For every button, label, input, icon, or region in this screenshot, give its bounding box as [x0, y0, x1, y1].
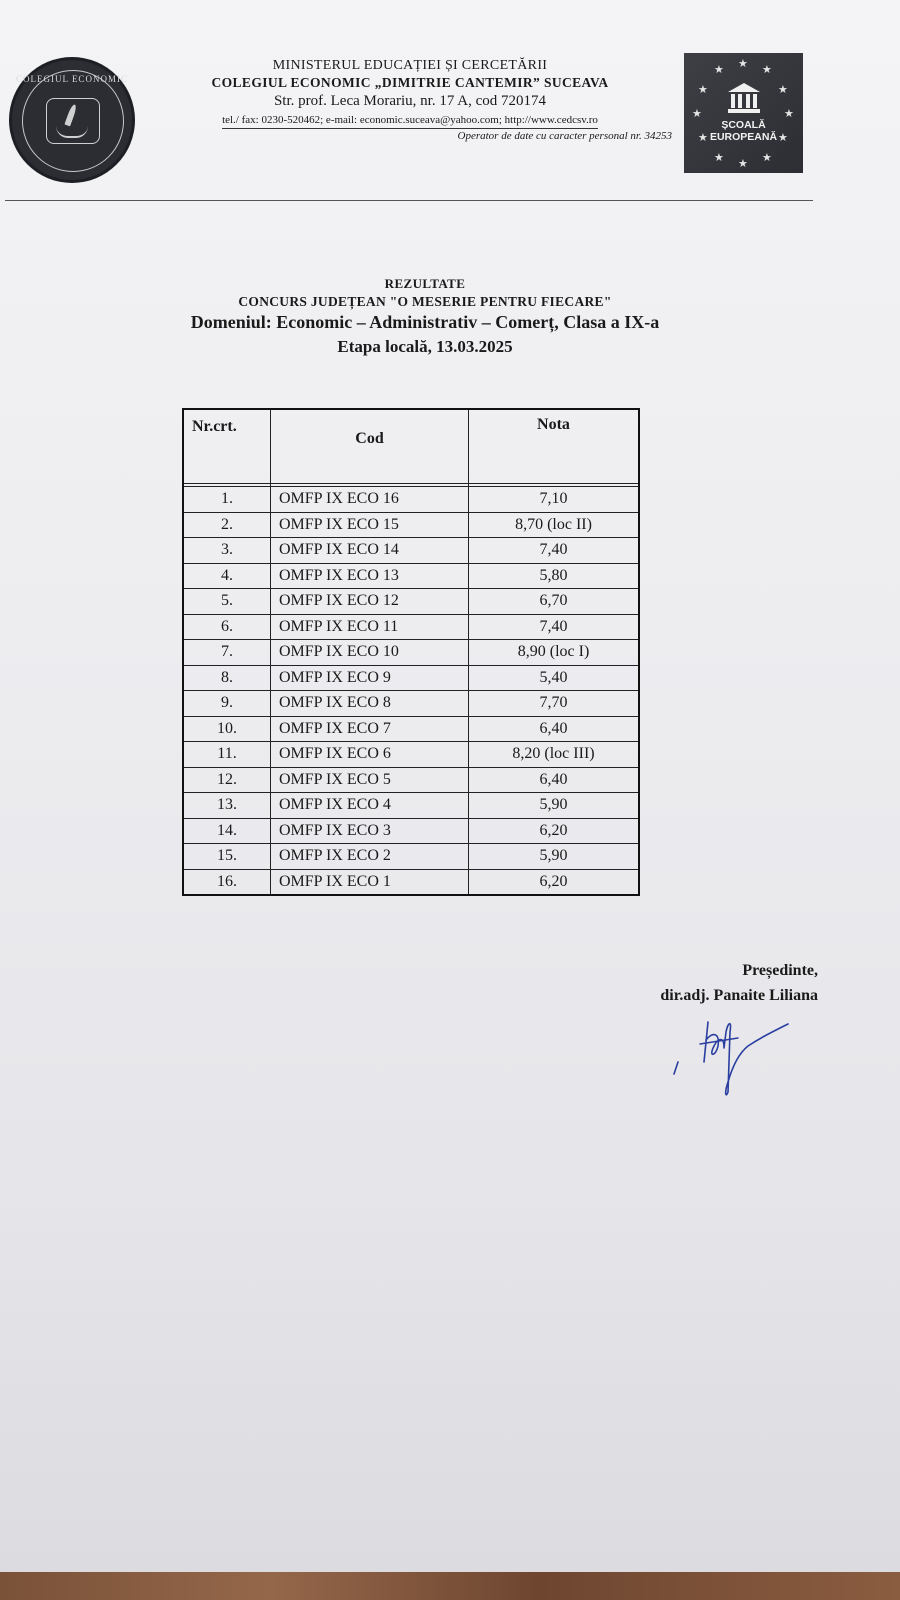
school-address: Str. prof. Leca Morariu, nr. 17 A, cod 720174: [273, 93, 547, 109]
cell-cod: OMFP IX ECO 11: [271, 614, 469, 640]
cell-nr: 7.: [183, 640, 271, 666]
cell-nr: 5.: [183, 589, 271, 615]
cell-cod: OMFP IX ECO 15: [271, 512, 469, 538]
school-name: COLEGIUL ECONOMIC „DIMITRIE CANTEMIR” SUCEAVA: [211, 75, 609, 90]
title-stage: Etapa locală, 13.03.2025: [337, 337, 513, 356]
star-icon: ★: [714, 152, 724, 164]
table-row: [183, 767, 639, 793]
cell-nr: 16.: [183, 869, 271, 895]
header-divider: [5, 200, 813, 201]
cell-nota: 7,40: [469, 538, 640, 564]
cell-cod: OMFP IX ECO 14: [271, 538, 469, 564]
cell-nr: 14.: [183, 818, 271, 844]
cell-nota: 5,40: [469, 665, 640, 691]
european-school-icon: [684, 53, 803, 173]
cell-nr: 6.: [183, 614, 271, 640]
star-icon: ★: [738, 58, 748, 70]
table-row: [183, 818, 639, 844]
table-row: [183, 716, 639, 742]
cell-cod: OMFP IX ECO 4: [271, 793, 469, 819]
cell-nr: 4.: [183, 563, 271, 589]
cell-cod: OMFP IX ECO 8: [271, 691, 469, 717]
star-icon: ★: [698, 84, 708, 96]
cell-cod: OMFP IX ECO 9: [271, 665, 469, 691]
cell-cod: OMFP IX ECO 6: [271, 742, 469, 768]
crest-text: COLEGIUL ECONOMIC: [16, 74, 128, 84]
table-header-row: [183, 409, 639, 484]
cell-cod: OMFP IX ECO 10: [271, 640, 469, 666]
cell-nota: 6,40: [469, 767, 640, 793]
cell-nota: 7,40: [469, 614, 640, 640]
cell-nr: 13.: [183, 793, 271, 819]
star-icon: ★: [762, 152, 772, 164]
data-operator-note: Operator de date cu caracter personal nr. 34253: [457, 130, 672, 142]
table-row: [183, 691, 639, 717]
cell-nota: 5,80: [469, 563, 640, 589]
desk-surface: [0, 1572, 900, 1600]
signer-name: dir.adj. Panaite Liliana: [660, 987, 818, 1004]
cell-cod: OMFP IX ECO 13: [271, 563, 469, 589]
cell-nr: 10.: [183, 716, 271, 742]
cell-nr: 12.: [183, 767, 271, 793]
cell-nota: 5,90: [469, 793, 640, 819]
table-row: [183, 563, 639, 589]
cell-nota: 8,20 (loc III): [469, 742, 640, 768]
table-row: [183, 538, 639, 564]
table-row: [183, 487, 639, 513]
cell-cod: OMFP IX ECO 3: [271, 818, 469, 844]
cell-nota: 8,70 (loc II): [469, 512, 640, 538]
cell-nota: 6,20: [469, 818, 640, 844]
cell-nr: 1.: [183, 487, 271, 513]
cell-cod: OMFP IX ECO 12: [271, 589, 469, 615]
title-domain: Domeniul: Economic – Administrativ – Comerț, Clasa a IX-a: [190, 312, 660, 332]
cell-cod: OMFP IX ECO 5: [271, 767, 469, 793]
table-row: [183, 512, 639, 538]
title-results: REZULTATE: [384, 276, 466, 291]
school-contact: tel./ fax: 0230-520462; e-mail: economic.suceava@yahoo.com; http://www.cedcsv.ro: [222, 114, 598, 129]
handwritten-signature-icon: [668, 1002, 798, 1102]
cell-nota: 5,90: [469, 844, 640, 870]
star-icon: ★: [762, 64, 772, 76]
cell-nota: 6,20: [469, 869, 640, 895]
table-row: [183, 869, 639, 895]
table-row: [183, 589, 639, 615]
table-row: [183, 640, 639, 666]
cell-nr: 3.: [183, 538, 271, 564]
signature-block: [560, 958, 818, 1008]
cell-nota: 8,90 (loc I): [469, 640, 640, 666]
cell-nota: 6,70: [469, 589, 640, 615]
header-cod: Cod: [271, 409, 469, 484]
cell-cod: OMFP IX ECO 2: [271, 844, 469, 870]
cell-nota: 7,70: [469, 691, 640, 717]
cell-nota: 6,40: [469, 716, 640, 742]
table-row: [183, 614, 639, 640]
cell-cod: OMFP IX ECO 7: [271, 716, 469, 742]
star-icon: ★: [692, 108, 702, 120]
star-icon: ★: [714, 64, 724, 76]
table-row: [183, 665, 639, 691]
star-icon: ★: [698, 132, 708, 144]
cell-nota: 7,10: [469, 487, 640, 513]
cell-nr: 11.: [183, 742, 271, 768]
header-nr: Nr.crt.: [183, 409, 271, 484]
temple-icon: [728, 83, 760, 113]
table-row: [183, 742, 639, 768]
table-row: [183, 793, 639, 819]
table-body: [183, 487, 639, 896]
cell-cod: OMFP IX ECO 16: [271, 487, 469, 513]
star-icon: ★: [778, 84, 788, 96]
cell-nr: 2.: [183, 512, 271, 538]
star-icon: ★: [778, 132, 788, 144]
star-icon: ★: [738, 158, 748, 170]
table-row: [183, 844, 639, 870]
european-school-label-1: ȘCOALĂ: [721, 119, 766, 131]
header-nota: Nota: [469, 409, 640, 484]
cell-nr: 9.: [183, 691, 271, 717]
european-school-label-2: EUROPEANĂ: [709, 131, 778, 143]
star-icon: ★: [784, 108, 794, 120]
cell-nr: 15.: [183, 844, 271, 870]
letterhead: [140, 52, 680, 142]
document-titles: [130, 276, 720, 357]
ministry-name: MINISTERUL EDUCAȚIEI ȘI CERCETĂRII: [272, 58, 548, 73]
cell-cod: OMFP IX ECO 1: [271, 869, 469, 895]
cell-nr: 8.: [183, 665, 271, 691]
title-contest: CONCURS JUDEȚEAN "O MESERIE PENTRU FIECARE": [238, 294, 612, 309]
school-crest-icon: [12, 60, 132, 180]
results-table: [182, 408, 640, 896]
signer-role: Președinte,: [742, 962, 818, 979]
